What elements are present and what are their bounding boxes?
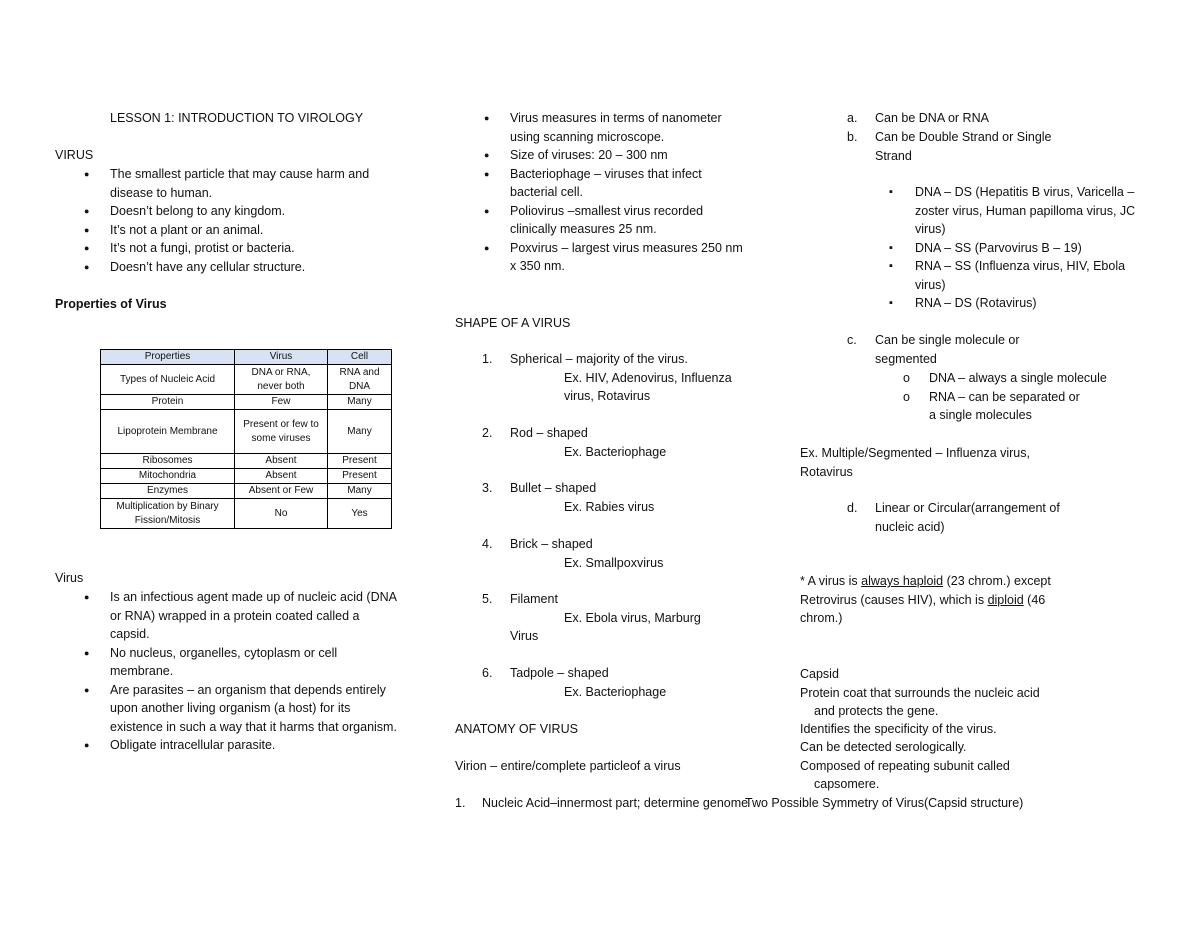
- shape-example: Ex. Rabies virus: [564, 499, 655, 514]
- list-letter: a.: [847, 111, 858, 125]
- list-item: ● It’s not a plant or an animal.: [110, 221, 410, 240]
- shape-item: [482, 479, 755, 516]
- table-row: [101, 484, 392, 499]
- list-item: ● Obligate intracellular parasite.: [110, 736, 400, 755]
- list-item: ● It’s not a fungi, protist or bacteria.: [110, 239, 410, 258]
- note-text: (46 chrom.): [800, 592, 1046, 625]
- virus-heading: VIRUS: [55, 148, 94, 162]
- virus-definition-list: [110, 588, 400, 755]
- table-row: [101, 469, 392, 484]
- table-cell: RNA and DNA: [328, 365, 392, 395]
- list-number: 6.: [482, 666, 493, 680]
- list-number: 2.: [482, 426, 493, 440]
- list-item: ● Poliovirus –smallest virus recorded clinically measures 25 nm.: [510, 202, 745, 239]
- list-item: ▪ DNA – SS (Parvovirus B – 19): [915, 239, 1150, 258]
- capsid-line: Identifies the specificity of the virus.: [800, 722, 997, 736]
- shape-example: Ex. Ebola virus, Marburg Virus: [510, 610, 701, 643]
- shape-name: Bullet – shaped: [510, 481, 597, 495]
- table-header: Cell: [328, 350, 392, 365]
- capsid-line: Can be detected serologically.: [800, 740, 967, 754]
- shape-example: Ex. Bacteriophage: [564, 684, 667, 699]
- list-number: 1.: [455, 796, 466, 810]
- point-text: Linear or Circular(arrangement of nucleic acid): [875, 501, 1060, 534]
- table-cell: DNA or RNA, never both: [235, 365, 328, 395]
- properties-table: [100, 349, 392, 529]
- table-row: [101, 365, 392, 395]
- list-item: ● Virus measures in terms of nanometer using scanning microscope.: [510, 109, 745, 146]
- virion-definition: Virion – entire/complete particleof a virus: [455, 759, 681, 773]
- shape-item: [482, 424, 755, 461]
- nucleic-acid-point-c: [847, 331, 1060, 368]
- table-cell: Mitochondria: [101, 469, 235, 484]
- shape-name: Brick – shaped: [510, 537, 593, 551]
- shape-item: [482, 350, 755, 406]
- note-haploid: always haploid: [861, 574, 944, 588]
- list-number: 4.: [482, 537, 493, 551]
- list-item: ▪ RNA – DS (Rotavirus): [915, 294, 1150, 313]
- shape-item: [482, 664, 755, 701]
- nucleic-acid-point-a: [847, 109, 1085, 128]
- table-header-row: [101, 350, 392, 365]
- list-letter: c.: [847, 333, 857, 347]
- list-item: ● Is an infectious agent made up of nucleic acid (DNA or RNA) wrapped in a protein coated called a capsid.: [110, 588, 400, 644]
- table-row: [101, 410, 392, 454]
- lesson-title: LESSON 1: INTRODUCTION TO VIROLOGY: [110, 111, 364, 125]
- table-row: [101, 454, 392, 469]
- shape-example: Ex. HIV, Adenovirus, Influenza virus, Rotavirus: [564, 370, 732, 403]
- table-cell: Present or few to some viruses: [235, 410, 328, 454]
- list-item: o DNA – always a single molecule: [929, 369, 1139, 388]
- point-text: Can be Double Strand or Single Strand: [875, 130, 1052, 163]
- list-item: ● Doesn’t belong to any kingdom.: [110, 202, 410, 221]
- table-cell: Types of Nucleic Acid: [101, 365, 235, 395]
- note-diploid: diploid: [987, 592, 1024, 607]
- symmetry-heading: Two Possible Symmetry of Virus(Capsid structure): [745, 796, 1024, 810]
- list-item: ▪ RNA – SS (Influenza virus, HIV, Ebola virus): [915, 257, 1150, 294]
- list-number: 3.: [482, 481, 493, 495]
- table-cell: No: [235, 499, 328, 529]
- anatomy-heading: ANATOMY OF VIRUS: [455, 722, 578, 736]
- table-cell: Absent: [235, 454, 328, 469]
- shape-heading: SHAPE OF A VIRUS: [455, 316, 571, 330]
- table-row: [101, 499, 392, 529]
- capsid-line: Composed of repeating subunit called: [800, 759, 1010, 773]
- list-letter: b.: [847, 130, 858, 144]
- table-header: Virus: [235, 350, 328, 365]
- shape-item: [482, 590, 720, 646]
- nucleic-acid-point-b: [847, 128, 1085, 165]
- list-letter: d.: [847, 501, 858, 515]
- table-cell: Present: [328, 469, 392, 484]
- point-text: Can be DNA or RNA: [875, 111, 989, 125]
- shape-name: Filament: [510, 592, 558, 606]
- note-text: * A virus is: [800, 574, 862, 588]
- shape-item: [482, 535, 755, 572]
- capsid-line: capsomere.: [814, 777, 880, 791]
- list-item: ● Poxvirus – largest virus measures 250 nm x 350 nm.: [510, 239, 745, 276]
- shape-example: Ex. Bacteriophage: [564, 444, 667, 459]
- table-cell: Present: [328, 454, 392, 469]
- table-cell: Many: [328, 395, 392, 410]
- list-item: o RNA – can be separated or a single molecules: [929, 388, 1084, 425]
- molecule-list: [929, 369, 1139, 425]
- point-text: Can be single molecule or segmented: [875, 333, 1020, 366]
- virus-bullet-list: [110, 165, 410, 276]
- note-text: (23 chrom.) except Retrovirus (causes HIV), which is: [800, 574, 1051, 607]
- table-cell: Multiplication by Binary Fission/Mitosis: [101, 499, 235, 529]
- table-cell: Lipoprotein Membrane: [101, 410, 235, 454]
- table-cell: Few: [235, 395, 328, 410]
- table-cell: Enzymes: [101, 484, 235, 499]
- table-cell: Absent: [235, 469, 328, 484]
- virus-definition-heading: Virus: [55, 571, 84, 585]
- shape-name: Spherical – majority of the virus.: [510, 352, 688, 366]
- table-row: [101, 395, 392, 410]
- capsid-heading: Capsid: [800, 667, 839, 681]
- table-cell: Many: [328, 410, 392, 454]
- properties-heading: Properties of Virus: [55, 297, 167, 311]
- strand-list: [915, 183, 1150, 313]
- list-item: ● The smallest particle that may cause harm and disease to human.: [110, 165, 410, 202]
- segmented-example: Ex. Multiple/Segmented – Influenza virus, Rotavirus: [800, 446, 1030, 479]
- nucleic-acid-item: [455, 794, 749, 813]
- list-item: ● Bacteriophage – viruses that infect bacterial cell.: [510, 165, 745, 202]
- capsid-line: and protects the gene.: [814, 704, 939, 718]
- list-item: ● Doesn’t have any cellular structure.: [110, 258, 410, 277]
- list-item: ● Are parasites – an organism that depends entirely upon another living organism (a host) for its existence in such a way that it harms that organism.: [110, 681, 400, 737]
- table-header: Properties: [101, 350, 235, 365]
- table-cell: Absent or Few: [235, 484, 328, 499]
- capsid-line: Protein coat that surrounds the nucleic acid: [800, 686, 1040, 700]
- haploid-note: [800, 572, 1090, 628]
- table-cell: Ribosomes: [101, 454, 235, 469]
- virus-size-list: [510, 109, 745, 276]
- shape-name: Rod – shaped: [510, 426, 588, 440]
- shape-example: Ex. Smallpoxvirus: [564, 555, 664, 570]
- nucleic-acid-point-d: [847, 499, 1095, 536]
- list-number: 5.: [482, 592, 493, 606]
- table-cell: Yes: [328, 499, 392, 529]
- table-cell: Protein: [101, 395, 235, 410]
- list-item: ● No nucleus, organelles, cytoplasm or cell membrane.: [110, 644, 400, 681]
- shape-name: Tadpole – shaped: [510, 666, 609, 680]
- nucleic-acid-text: Nucleic Acid–innermost part; determine genome: [482, 796, 749, 810]
- list-number: 1.: [482, 352, 493, 366]
- list-item: ▪ DNA – DS (Hepatitis B virus, Varicella – zoster virus, Human papilloma virus, JC virus): [915, 183, 1150, 239]
- list-item: ● Size of viruses: 20 – 300 nm: [510, 146, 745, 165]
- table-cell: Many: [328, 484, 392, 499]
